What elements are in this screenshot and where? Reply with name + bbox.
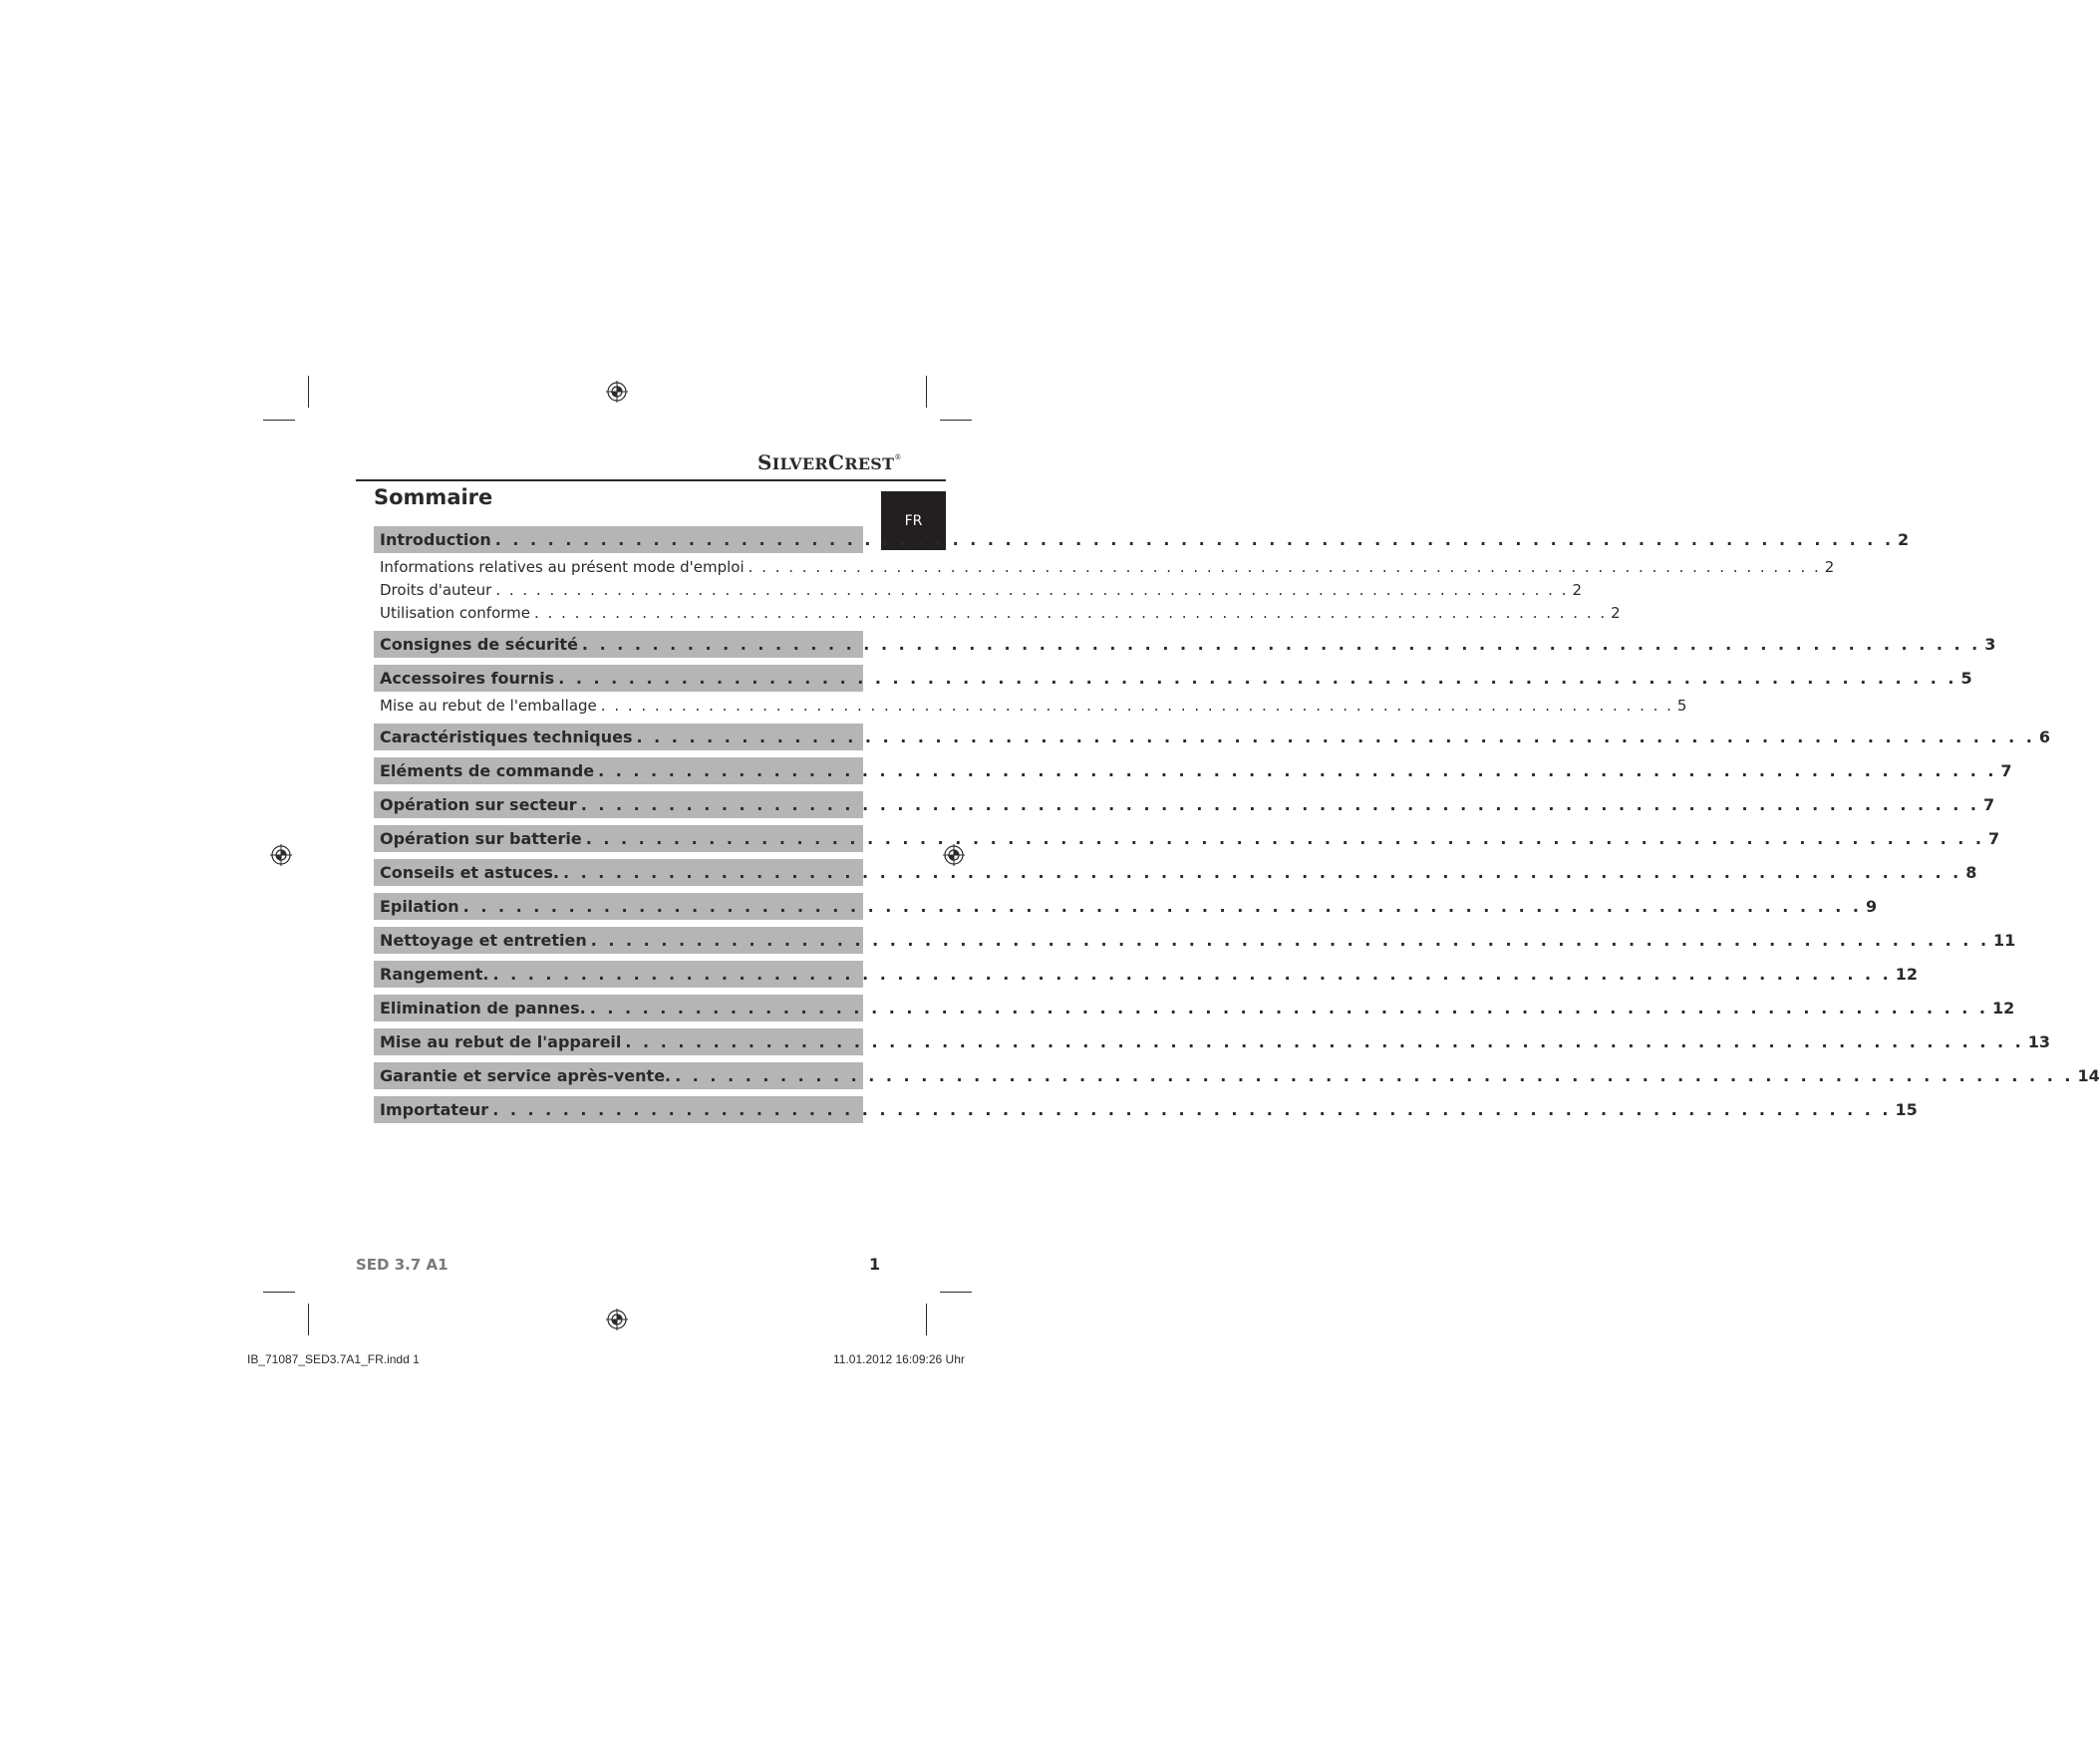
toc-section-page: 12 [1895, 965, 1919, 984]
toc-section-label: Introduction [380, 530, 491, 549]
toc-section [374, 859, 1977, 886]
toc-subsection-label: Utilisation conforme [380, 603, 531, 622]
dot-leader: . . . . . . . . . . . . . . . . . . . . . . . . . . . . . . . . . . . . . . . . . . . . . . . . . . . . . . . . . . . . . . . . . . . . . . . . . . . . . . . . [495, 580, 1569, 599]
toc-subsection-page: 2 [1572, 580, 1582, 599]
toc-section [374, 791, 1995, 818]
toc-title: Sommaire [374, 485, 493, 509]
footer-model: SED 3.7 A1 [356, 1256, 449, 1274]
crop-mark [308, 1304, 309, 1335]
dot-leader: . . . . . . . . . . . . . . . . . . . . . . . . . . . . . . . . . . . . . . . . . . . . . . . . . . . . . . . . . . . . . . . . . . . . . . . . . . . . . . . . [494, 530, 1895, 549]
toc-subsection-label: Informations relatives au présent mode d'emploi [380, 557, 745, 576]
toc-subsection-label: Droits d'auteur [380, 580, 492, 599]
toc-list [374, 526, 2100, 1123]
brand-logo: SILVERCREST® [757, 450, 902, 474]
toc-section-label: Caractéristiques techniques [380, 728, 633, 746]
dot-leader: . . . . . . . . . . . . . . . . . . . . . . . . . . . . . . . . . . . . . . . . . . . . . . . . . . . . . . . . . . . . . . . . . . . . . . . . . . . . . . . . [625, 1032, 2024, 1051]
toc-section-label: Mise au rebut de l'appareil [380, 1032, 622, 1051]
dot-leader: . . . . . . . . . . . . . . . . . . . . . . . . . . . . . . . . . . . . . . . . . . . . . . . . . . . . . . . . . . . . . . . . . . . . . . . . . . . . . . . . [589, 999, 1988, 1018]
toc-section-page: 11 [1993, 931, 2016, 950]
print-timestamp: 11.01.2012 16:09:26 Uhr [833, 1352, 965, 1366]
toc-section [374, 757, 2012, 784]
crop-mark [308, 376, 309, 408]
file-slug: IB_71087_SED3.7A1_FR.indd 1 [247, 1352, 420, 1366]
toc-section-page: 2 [1898, 530, 1910, 549]
crop-mark [263, 1292, 295, 1293]
toc-section [374, 526, 1910, 553]
toc-section [374, 961, 1919, 988]
toc-section [374, 1062, 2100, 1089]
toc-section-page: 7 [1983, 795, 1995, 814]
dot-leader: . . . . . . . . . . . . . . . . . . . . . . . . . . . . . . . . . . . . . . . . . . . . . . . . . . . . . . . . . . . . . . . . . . . . . . . . . . . . . . . . [675, 1066, 2074, 1085]
toc-subsection [374, 555, 1835, 578]
toc-section-label: Nettoyage et entretien [380, 931, 587, 950]
crop-mark [926, 1304, 927, 1335]
toc-section-page: 3 [1984, 635, 1996, 654]
toc-section [374, 825, 2000, 852]
dot-leader: . . . . . . . . . . . . . . . . . . . . . . . . . . . . . . . . . . . . . . . . . . . . . . . . . . . . . . . . . . . . . . . . . . . . . . . . . . . . . . . . [492, 1100, 1892, 1119]
toc-section [374, 927, 2016, 954]
toc-section-label: Consignes de sécurité [380, 635, 578, 654]
toc-section-page: 14 [2077, 1066, 2100, 1085]
toc-subsection [374, 694, 1687, 717]
toc-section-label: Epilation [380, 897, 459, 916]
toc-section-label: Opération sur batterie [380, 829, 582, 848]
toc-section-label: Opération sur secteur [380, 795, 577, 814]
toc-subsection [374, 578, 1582, 601]
language-tab-label: FR [904, 512, 923, 529]
dot-leader: . . . . . . . . . . . . . . . . . . . . . . . . . . . . . . . . . . . . . . . . . . . . . . . . . . . . . . . . . . . . . . . . . . . . . . . . . . . . . . . . [534, 603, 1608, 622]
toc-subsection-label: Mise au rebut de l'emballage [380, 696, 597, 715]
toc-subsection-page: 2 [1824, 557, 1835, 576]
toc-section [374, 995, 2015, 1021]
registration-mark-icon [270, 844, 292, 866]
registration-mark-icon [606, 381, 628, 403]
registration-mark-icon [606, 1309, 628, 1330]
crop-mark [926, 376, 927, 408]
dot-leader: . . . . . . . . . . . . . . . . . . . . . . . . . . . . . . . . . . . . . . . . . . . . . . . . . . . . . . . . . . . . . . . . . . . . . . . . . . . . . . . . [590, 931, 1990, 950]
toc-section-page: 13 [2027, 1032, 2050, 1051]
toc-subsection [374, 601, 1621, 624]
dot-leader: . . . . . . . . . . . . . . . . . . . . . . . . . . . . . . . . . . . . . . . . . . . . . . . . . . . . . . . . . . . . . . . . . . . . . . . . . . . . . . . . [598, 761, 1997, 780]
toc-section [374, 893, 1878, 920]
toc-section-label: Garantie et service après-vente. [380, 1066, 672, 1085]
crop-mark [940, 1292, 972, 1293]
dot-leader: . . . . . . . . . . . . . . . . . . . . . . . . . . . . . . . . . . . . . . . . . . . . . . . . . . . . . . . . . . . . . . . . . . . . . . . . . . . . . . . . [636, 728, 2035, 746]
toc-section [374, 1096, 1918, 1123]
dot-leader: . . . . . . . . . . . . . . . . . . . . . . . . . . . . . . . . . . . . . . . . . . . . . . . . . . . . . . . . . . . . . . . . . . . . . . . . . . . . . . . . [580, 795, 1980, 814]
toc-section-page: 9 [1865, 897, 1878, 916]
toc-section-page: 8 [1965, 863, 1977, 882]
dot-leader: . . . . . . . . . . . . . . . . . . . . . . . . . . . . . . . . . . . . . . . . . . . . . . . . . . . . . . . . . . . . . . . . . . . . . . . . . . . . . . . . [462, 897, 1862, 916]
toc-section [374, 631, 1996, 658]
toc-section-page: 7 [2000, 761, 2012, 780]
toc-section [374, 724, 2050, 750]
toc-section-label: Eléments de commande [380, 761, 595, 780]
dot-leader: . . . . . . . . . . . . . . . . . . . . . . . . . . . . . . . . . . . . . . . . . . . . . . . . . . . . . . . . . . . . . . . . . . . . . . . . . . . . . . . . [600, 696, 1673, 715]
dot-leader: . . . . . . . . . . . . . . . . . . . . . . . . . . . . . . . . . . . . . . . . . . . . . . . . . . . . . . . . . . . . . . . . . . . . . . . . . . . . . . . . [581, 635, 1981, 654]
toc-section-page: 6 [2038, 728, 2050, 746]
toc-section-page: 7 [1988, 829, 2000, 848]
toc-section-page: 12 [1992, 999, 2015, 1018]
crop-mark [263, 420, 295, 421]
toc-section-label: Conseils et astuces. [380, 863, 559, 882]
toc-section-label: Importateur [380, 1100, 489, 1119]
dot-leader: . . . . . . . . . . . . . . . . . . . . . . . . . . . . . . . . . . . . . . . . . . . . . . . . . . . . . . . . . . . . . . . . . . . . . . . . . . . . . . . . [558, 669, 1957, 688]
dot-leader: . . . . . . . . . . . . . . . . . . . . . . . . . . . . . . . . . . . . . . . . . . . . . . . . . . . . . . . . . . . . . . . . . . . . . . . . . . . . . . . . [492, 965, 1892, 984]
toc-section-page: 5 [1960, 669, 1972, 688]
footer-page-number: 1 [869, 1255, 881, 1274]
header-rule [356, 479, 946, 481]
toc-section [374, 665, 1972, 692]
toc-section-label: Rangement. [380, 965, 489, 984]
toc-section-label: Accessoires fournis [380, 669, 555, 688]
dot-leader: . . . . . . . . . . . . . . . . . . . . . . . . . . . . . . . . . . . . . . . . . . . . . . . . . . . . . . . . . . . . . . . . . . . . . . . . . . . . . . . . [562, 863, 1962, 882]
crop-mark [940, 420, 972, 421]
toc-section-page: 15 [1895, 1100, 1918, 1119]
dot-leader: . . . . . . . . . . . . . . . . . . . . . . . . . . . . . . . . . . . . . . . . . . . . . . . . . . . . . . . . . . . . . . . . . . . . . . . . . . . . . . . . [748, 557, 1821, 576]
toc-section-label: Elimination de pannes. [380, 999, 586, 1018]
toc-subsection-page: 5 [1676, 696, 1687, 715]
toc-subsection-page: 2 [1611, 603, 1621, 622]
dot-leader: . . . . . . . . . . . . . . . . . . . . . . . . . . . . . . . . . . . . . . . . . . . . . . . . . . . . . . . . . . . . . . . . . . . . . . . . . . . . . . . . [585, 829, 1984, 848]
toc-section [374, 1028, 2050, 1055]
